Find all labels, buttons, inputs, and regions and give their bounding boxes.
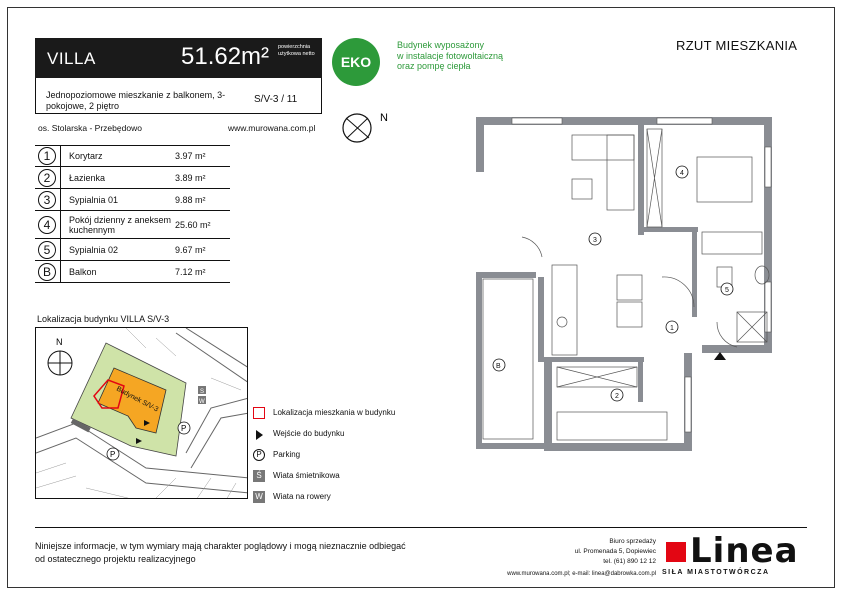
entrance-arrow-icon <box>253 428 265 440</box>
map-title: Lokalizacja budynku VILLA S/V-3 <box>37 314 170 324</box>
eko-description <box>397 40 503 72</box>
office-address: ul. Promenada 5, Dopiewiec <box>574 548 656 555</box>
plan-label-b: B <box>496 363 501 370</box>
room-area: 9.88 m² <box>175 194 206 205</box>
map-building-label: Budynek S/V-3 <box>115 385 160 414</box>
disclaimer: Niniejsze informacje, w tym wymiary mają charakter poglądowy i mogą nieznacznie odbiegać od ostatecznego projektu realizacyjnego <box>35 541 406 564</box>
linea-logo <box>662 531 808 582</box>
room-name: Korytarz <box>69 151 103 161</box>
room-row <box>35 167 230 189</box>
plan-label-3: 3 <box>593 237 597 244</box>
room-table <box>35 145 230 283</box>
map-bike-label: W <box>199 399 205 405</box>
legend-label: Wejście do budynku <box>273 429 345 438</box>
apartment-location-icon <box>253 407 265 419</box>
sales-office <box>530 537 656 567</box>
eko-line-2: w instalacje fotowoltaiczną <box>397 50 504 61</box>
room-area: 3.97 m² <box>175 151 206 161</box>
room-number: 1 <box>38 147 56 165</box>
plan-label-5: 5 <box>725 287 729 294</box>
apartment-code: S/V-3 / 11 <box>254 94 298 105</box>
trash-shelter-icon: Ś <box>253 470 265 482</box>
room-row <box>35 189 230 211</box>
legend-label: Lokalizacja mieszkania w budynku <box>273 408 396 417</box>
map-parking-label: P <box>181 424 187 433</box>
apartment-area: 51.62m² <box>181 43 270 70</box>
plan-label-1: 1 <box>670 325 674 332</box>
eko-line-1: Budynek wyposażony <box>397 40 485 50</box>
room-name: Sypialnia 02 <box>69 244 119 255</box>
room-row <box>35 239 230 261</box>
map-trash-label: S <box>200 389 205 395</box>
room-name: Pokój dzienny z aneksem kuchennym <box>69 214 172 235</box>
apartment-description: Jednopoziomowe mieszkanie z balkonem, 3-pokojowe, 2 piętro <box>46 90 226 111</box>
legend-label: Parking <box>273 450 301 459</box>
bike-shelter-icon: W <box>253 491 265 503</box>
room-number: 3 <box>38 191 56 209</box>
logo-tagline: SIŁA MIASTOTWÓRCZA <box>662 569 770 576</box>
legend-label: Wiata na rowery <box>273 492 331 501</box>
villa-header-bar <box>35 38 322 78</box>
apartment-description-box <box>35 78 322 114</box>
room-name: Sypialnia 01 <box>69 194 119 205</box>
room-number: 5 <box>38 241 56 259</box>
room-number: 4 <box>38 216 56 234</box>
logo-word: Linea <box>690 531 799 571</box>
room-area: 7.12 m² <box>175 266 206 277</box>
website-link[interactable]: www.murowana.com.pl <box>228 123 316 133</box>
floor-plan <box>462 117 792 462</box>
footer-divider <box>35 527 807 528</box>
room-area: 9.67 m² <box>175 244 206 255</box>
room-row <box>35 211 230 239</box>
compass-icon <box>341 110 391 155</box>
room-name: Łazienka <box>69 172 106 183</box>
map-north-label: N <box>56 337 63 347</box>
plan-title: RZUT MIESZKANIA <box>676 38 798 53</box>
room-number: 2 <box>38 169 56 187</box>
plan-label-2: 2 <box>615 393 619 400</box>
office-phone: tel. (61) 890 12 12 <box>603 558 656 565</box>
contact-line[interactable]: www.murowana.com.pl; e-mail: linea@dabrowka.com.pl <box>507 571 656 577</box>
legend-label: Wiata śmietnikowa <box>273 471 340 480</box>
room-area: 25.60 m² <box>175 219 211 230</box>
villa-name: VILLA <box>47 49 96 68</box>
location-map <box>35 327 248 499</box>
room-name: Balkon <box>69 266 97 277</box>
plan-label-4: 4 <box>680 170 684 177</box>
estate-location: os. Stolarska - Przebędowo <box>38 123 142 133</box>
eko-badge: EKO <box>332 38 380 86</box>
map-parking-label-2: P <box>110 450 116 459</box>
area-note: powierzchnia użytkowa netto <box>278 44 315 57</box>
eko-line-3: oraz pompę ciepła <box>397 61 471 71</box>
room-row <box>35 145 230 167</box>
room-area: 3.89 m² <box>175 172 206 183</box>
room-row <box>35 261 230 283</box>
office-title: Biuro sprzedaży <box>609 538 656 545</box>
compass-north-label: N <box>380 112 388 124</box>
parking-icon: P <box>253 449 265 461</box>
room-number: B <box>38 263 56 281</box>
